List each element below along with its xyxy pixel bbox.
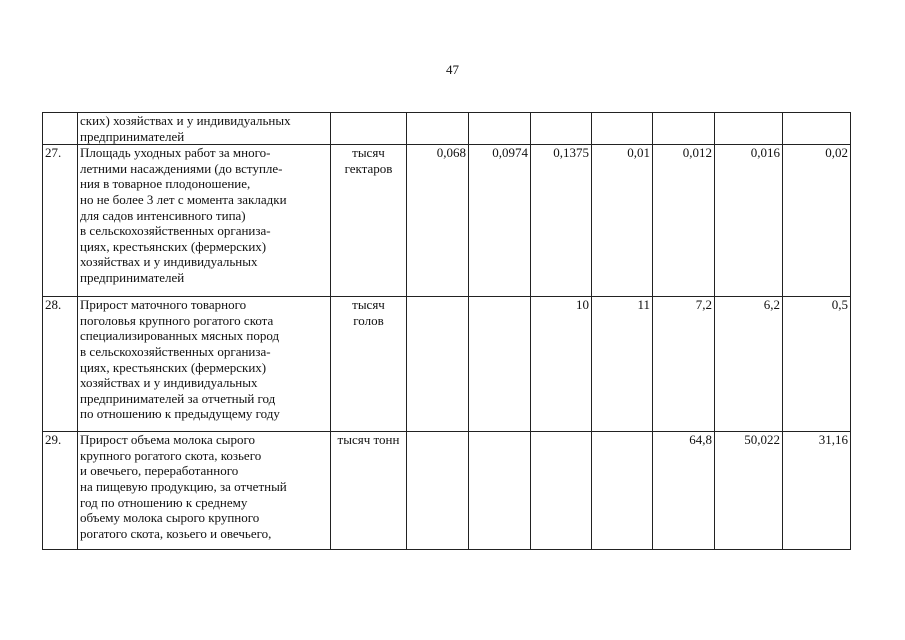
value-cell: 10 bbox=[531, 297, 592, 432]
description-line: хозяйствах и у индивидуальных bbox=[80, 375, 258, 391]
table-row bbox=[43, 432, 851, 550]
value-cell: 11 bbox=[592, 297, 653, 432]
value-cell bbox=[469, 297, 531, 432]
value-cell: 0,016 bbox=[715, 145, 783, 297]
indicator-description bbox=[78, 145, 331, 297]
value-cell: 6,2 bbox=[715, 297, 783, 432]
row-number: 27. bbox=[43, 145, 78, 297]
value-cell: 0,0974 bbox=[469, 145, 531, 297]
description-line: крупного рогатого скота, козьего bbox=[80, 447, 262, 463]
table-row bbox=[43, 145, 851, 297]
value-cell bbox=[469, 432, 531, 550]
description-line: хозяйствах и у индивидуальных bbox=[80, 254, 258, 270]
value-cell bbox=[592, 113, 653, 145]
value-cell: 7,2 bbox=[653, 297, 715, 432]
value-cell: 0,01 bbox=[592, 145, 653, 297]
unit-cell bbox=[331, 113, 407, 145]
value-cell bbox=[592, 432, 653, 550]
unit-line: гектаров bbox=[344, 160, 393, 176]
row-number bbox=[43, 113, 78, 145]
description-line: ских) хозяйствах и у индивидуальных bbox=[80, 113, 291, 128]
description-line: объему молока сырого крупного bbox=[80, 510, 260, 526]
description-line: предпринимателей bbox=[80, 128, 185, 144]
value-cell bbox=[469, 113, 531, 145]
value-cell bbox=[783, 113, 851, 145]
description-line: по отношению к предыдущему году bbox=[80, 406, 280, 422]
unit-line: тысяч тонн bbox=[337, 432, 400, 448]
description-line: Прирост объема молока сырого bbox=[80, 432, 256, 448]
description-line: циях, крестьянских (фермерских) bbox=[80, 238, 267, 254]
indicator-description bbox=[78, 432, 331, 550]
description-line: в сельскохозяйственных организа- bbox=[80, 223, 271, 239]
indicator-description bbox=[78, 297, 331, 432]
value-cell bbox=[715, 113, 783, 145]
description-line: год по отношению к среднему bbox=[80, 494, 248, 510]
unit-cell bbox=[331, 432, 407, 550]
description-line: предпринимателей bbox=[80, 269, 185, 285]
description-line: но не более 3 лет с момента закладки bbox=[80, 191, 287, 207]
value-cell: 0,5 bbox=[783, 297, 851, 432]
description-line: Площадь уходных работ за много- bbox=[80, 145, 271, 161]
description-line: специализированных мясных пород bbox=[80, 328, 280, 344]
value-cell: 50,022 bbox=[715, 432, 783, 550]
value-cell bbox=[407, 432, 469, 550]
row-number: 29. bbox=[43, 432, 78, 550]
unit-line: голов bbox=[353, 312, 384, 328]
unit-cell bbox=[331, 297, 407, 432]
description-line: предпринимателей за отчетный год bbox=[80, 390, 276, 406]
value-cell bbox=[531, 432, 592, 550]
value-cell bbox=[407, 297, 469, 432]
page-number: 47 bbox=[446, 62, 459, 77]
table-row bbox=[43, 113, 851, 145]
unit-cell bbox=[331, 145, 407, 297]
value-cell: 0,012 bbox=[653, 145, 715, 297]
value-cell bbox=[531, 113, 592, 145]
value-cell bbox=[407, 113, 469, 145]
description-line: и овечьего, переработанного bbox=[80, 463, 239, 479]
unit-line: тысяч bbox=[352, 297, 385, 313]
row-number: 28. bbox=[43, 297, 78, 432]
value-cell: 31,16 bbox=[783, 432, 851, 550]
value-cell: 0,1375 bbox=[531, 145, 592, 297]
description-line: поголовья крупного рогатого скота bbox=[80, 312, 274, 328]
description-line: на пищевую продукцию, за отчетный bbox=[80, 478, 287, 494]
description-line: летними насаждениями (до вступле- bbox=[80, 160, 283, 176]
value-cell bbox=[653, 113, 715, 145]
description-line: циях, крестьянских (фермерских) bbox=[80, 359, 267, 375]
description-line: ния в товарное плодоношение, bbox=[80, 176, 251, 192]
value-cell: 0,068 bbox=[407, 145, 469, 297]
value-cell: 64,8 bbox=[653, 432, 715, 550]
value-cell: 0,02 bbox=[783, 145, 851, 297]
description-line: рогатого скота, козьего и овечьего, bbox=[80, 525, 272, 541]
description-line: Прирост маточного товарного bbox=[80, 297, 247, 313]
indicator-description bbox=[78, 113, 331, 145]
indicators-table bbox=[42, 112, 851, 550]
table-row bbox=[43, 297, 851, 432]
description-line: в сельскохозяйственных организа- bbox=[80, 343, 271, 359]
unit-line: тысяч bbox=[352, 145, 385, 161]
description-line: для садов интенсивного типа) bbox=[80, 207, 246, 223]
